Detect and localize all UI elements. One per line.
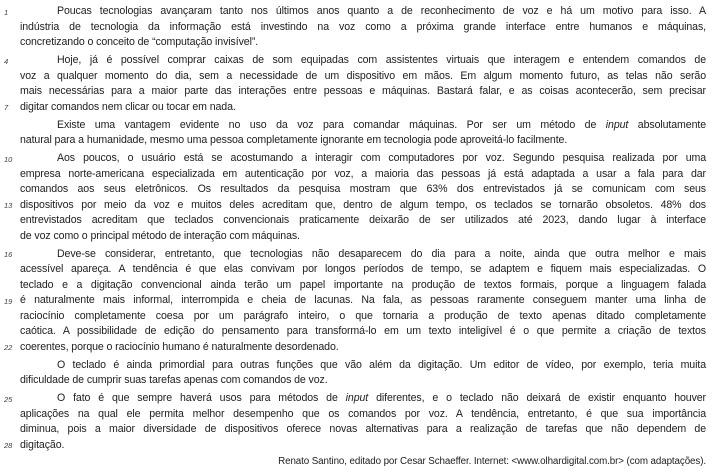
line-number: 22 xyxy=(4,343,13,352)
text-line xyxy=(20,84,706,100)
text-line xyxy=(4,247,706,263)
text-line xyxy=(4,293,706,309)
text-segment: diferentes, e o teclado não deixará de existir enquanto houver xyxy=(368,392,706,404)
text-segment: empresa norte-americana especializada em autenticação por voz, a maioria das pessoas já está adaptada a usar a fala para dar xyxy=(20,167,706,180)
line-number: 16 xyxy=(4,250,13,259)
text-line xyxy=(4,438,706,454)
text-line xyxy=(20,278,706,294)
line-number: 25 xyxy=(4,394,13,404)
text-segment: entrevistados acreditam que teclados convencionais praticamente deixarão de ser utilizados até 2023, dando lugar à interface xyxy=(20,214,706,226)
text-line xyxy=(20,182,706,198)
line-number: 10 xyxy=(4,154,13,164)
text-segment: caótica. A possibilidade de edição do pensamento para transformá-lo em um texto inteligível é o que permite a criação de textos xyxy=(20,325,706,337)
text-line xyxy=(20,422,706,438)
text-line xyxy=(20,20,706,36)
passage-text xyxy=(4,4,706,453)
text-segment: digitar comandos nem clicar ou tocar em nada. xyxy=(20,100,236,113)
text-line xyxy=(4,100,706,116)
text-line xyxy=(20,358,706,374)
text-segment: diminua, pois a maior diversidade de dispositivos oferece novas alternativas para a realização de tarefas que não dependem de xyxy=(20,423,706,435)
text-segment: voz a qualquer momento do dia, sem a necessidade de um dispositivo em mãos. Em algum momento futuro, as telas não serão xyxy=(20,69,706,82)
text-segment: mais necessárias para a maior parte das interações entre pessoas e máquinas. Bastará falar, e as coisas acontecerão, sem precisar xyxy=(20,85,706,97)
line-number: 7 xyxy=(4,103,9,112)
source-credit: Renato Santino, editado por Cesar Schaeffer. Internet: <www.olhardigital.com.br> (com adaptações). xyxy=(278,456,706,467)
text-line xyxy=(20,133,706,149)
text-segment: concretizando o conceito de “computação invisível”. xyxy=(20,36,259,48)
text-line xyxy=(4,198,706,214)
text-line xyxy=(4,4,706,20)
text-segment: Deve-se considerar, entretanto, que tecnologias não desaparecem do dia para a noite, ainda que outra melhor e mais xyxy=(57,247,706,260)
text-line xyxy=(20,324,706,340)
text-segment: raciocínio completamente coesa por um parágrafo inteiro, o que tornaria a produção de texto apenas ditado completamente xyxy=(20,309,706,322)
text-segment: aplicações na qual ele permita melhor desempenho que os comandos por voz. A tendência, entretanto, é que sua importância xyxy=(20,407,706,420)
text-line xyxy=(20,262,706,278)
text-line xyxy=(20,407,706,423)
text-segment: Existe uma vantagem evidente no uso da voz para comandar máquinas. Por ser um método de xyxy=(57,118,606,131)
text-segment: O teclado é ainda primordial para outras funções que vão além da digitação. Um editor de vídeo, por exemplo, teria muita xyxy=(57,358,706,371)
text-segment: acessível apareça. A tendência é que elas convivam por longos períodos de tempo, se adaptem e fiquem mais especializadas. O xyxy=(20,263,706,275)
italic-term: input xyxy=(605,118,629,131)
text-segment: é naturalmente mais informal, interrompida e cheia de lacunas. Na fala, as pessoas raramente conseguem manter uma linha de xyxy=(20,294,706,306)
line-number: 19 xyxy=(4,296,13,306)
text-segment: absolutamente xyxy=(628,118,706,131)
text-segment: natural para a humanidade, mesmo uma pessoa completamente ignorante em tecnologia pode aproveitá-lo facilmente. xyxy=(20,134,568,146)
text-segment: Aos poucos, o usuário está se acostumando a interagir com computadores por voz. Segundo pesquisa realizada por uma xyxy=(57,152,706,164)
text-line xyxy=(20,35,706,51)
text-line xyxy=(20,229,706,245)
line-number: 1 xyxy=(4,7,9,17)
text-segment: Poucas tecnologias avançaram tanto nos últimos anos quanto a de reconhecimento de voz e há um motivo para isso. A xyxy=(57,5,706,17)
text-line xyxy=(20,373,706,389)
text-segment: Hoje, já é possível comprar caixas de som equipadas com assistentes virtuais que interagem e entendem comandos de xyxy=(57,54,706,66)
line-number: 13 xyxy=(4,201,13,210)
text-segment: teclado e a digitação convencional ainda terão um papel importante na produção de textos formais, porque a linguagem falada xyxy=(20,278,706,291)
text-segment: dificuldade de cumprir suas tarefas apenas com comandos de voz. xyxy=(20,374,328,386)
text-segment: digitação. xyxy=(20,438,65,451)
line-number: 28 xyxy=(4,441,13,450)
italic-term: input xyxy=(345,392,369,404)
text-line xyxy=(4,53,706,69)
text-line xyxy=(20,69,706,85)
text-segment: comandos aos seus eletrônicos. Os resultados da pesquisa mostram que 63% dos entrevistados já se comunicam com seus xyxy=(20,183,706,195)
text-line xyxy=(4,151,706,167)
text-segment: indústria de tecnologia da informação está investindo na voz como a próxima grande interface entre humanos e máquinas, xyxy=(20,20,706,33)
text-segment: de voz como o principal método de interação com máquinas. xyxy=(20,229,300,242)
text-line xyxy=(4,340,706,356)
text-segment: dispositivos por meio da voz e muitos deles acreditam que, dentro de algum tempo, os teclados se tornarão obsoletos. 48% dos xyxy=(20,198,706,211)
text-line xyxy=(20,213,706,229)
text-line xyxy=(20,167,706,183)
text-line xyxy=(20,118,706,134)
text-segment: O fato é que sempre haverá usos para métodos de xyxy=(57,392,346,404)
text-line xyxy=(20,309,706,325)
text-segment: coerentes, porque o raciocínio humano é naturalmente desordenado. xyxy=(20,340,339,353)
text-line xyxy=(4,391,706,407)
line-number: 4 xyxy=(4,56,9,66)
